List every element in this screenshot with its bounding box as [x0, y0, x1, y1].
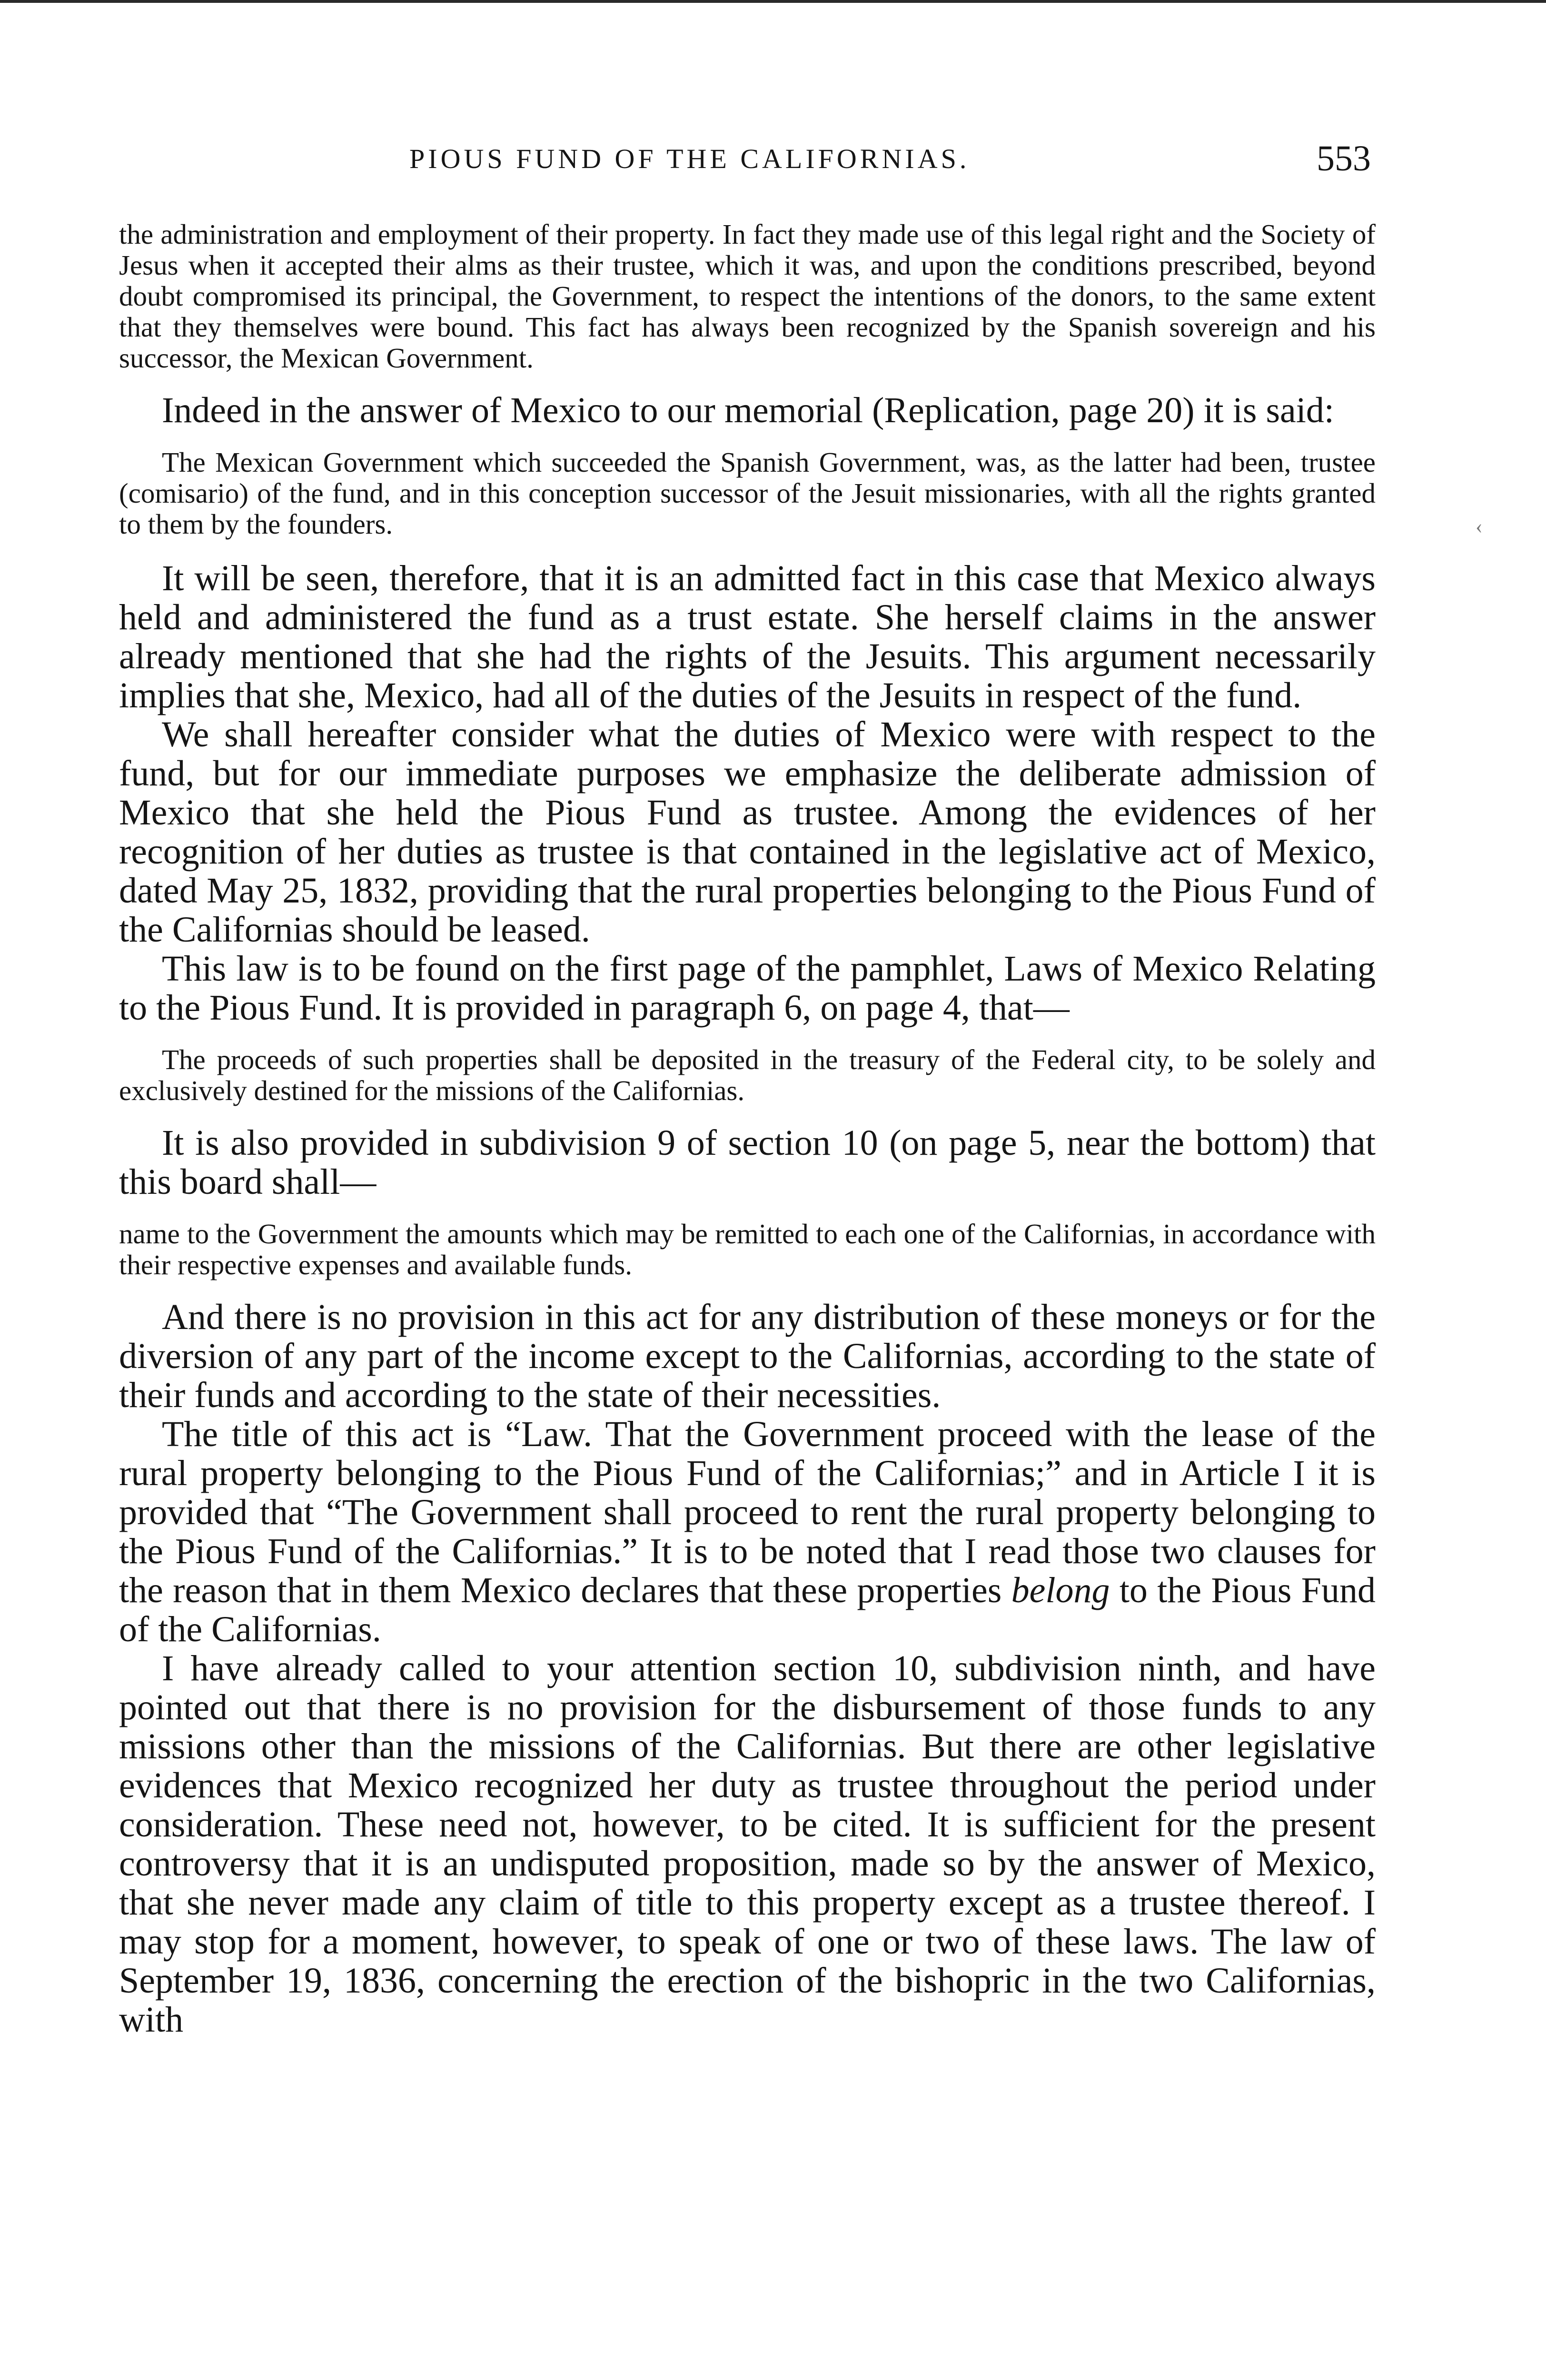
paragraph-pamphlet-laws: This law is to be found on the first page of the pamphlet, Laws of Mexico Relating to the Pious Fund. It is provided in paragraph 6, on page 4, that— [119, 949, 1376, 1028]
paragraph-section-10: I have already called to your attention section 10, subdivision ninth, and have pointed out that there is no provision for the disbursement of those funds to any missions other than the missions of the Californias. But there are other legislative evidences that Mexico recognized her duty as trustee throughout the period under consideration. These need not, however, to be cited. It is sufficient for the present controversy that it is an undisputed proposition, made so by the answer of Mexico, that she never made any claim of title to this property except as a trustee thereof. I may stop for a moment, however, to speak of one or two of these laws. The law of September 19, 1836, concerning the erection of the bishopric in the two Californias, with [119, 1648, 1376, 2040]
title-of-act-text: The title of this act is “Law. That the Government proceed with the lease of the rural property belonging to the Pious Fund of the Californias;” and in Article I it is provided that “The Government shall proceed to rent the rural property belonging to the Pious Fund of the Californias.” It is to be noted that I read those two clauses for the reason that in them Mexico declares that these properties [119, 1414, 1376, 1610]
paragraph-answer-of-mexico: Indeed in the answer of Mexico to our memorial (Replication, page 20) it is said: [162, 390, 1334, 430]
block-quote-proceeds: The proceeds of such properties shall be deposited in the treasury of the Federal city, to be solely and exclusively destined for the missions of the Californias. [119, 1044, 1376, 1106]
page-header [119, 138, 1376, 190]
margin-mark: ‹ [1476, 515, 1483, 538]
body-text [119, 219, 1376, 2039]
paragraph-no-provision: And there is no provision in this act for any distribution of these moneys or for the diversion of any part of the income except to the Californias, according to the state of their funds and according to the state of their necessities. [119, 1297, 1376, 1415]
paragraph-duties-of-mexico: We shall hereafter consider what the duties of Mexico were with respect to the fund, but for our immediate purposes we emphasize the deliberate admission of Mexico that she held the Pious Fund as trustee. Among the evidences of her recognition of her duties as trustee is that contained in the legislative act of Mexico, dated May 25, 1832, providing that the rural properties belonging to the Pious Fund of the Californias should be leased. [119, 714, 1376, 950]
running-title: PIOUS FUND OF THE CALIFORNIAS. [409, 143, 970, 174]
scan-edge [0, 0, 1546, 3]
title-of-act-end: to the Pious Fund of the Californias. [119, 1570, 1376, 1649]
block-quote-name-to-government: name to the Government the amounts which may be remitted to each one of the Californias, in accordance with their respective expenses and available funds. [119, 1218, 1376, 1280]
paragraph-subdivision-9: It is also provided in subdivision 9 of section 10 (on page 5, near the bottom) that this board shall— [119, 1123, 1376, 1202]
paragraph-title-of-act [119, 1415, 1376, 1649]
block-quote-replication: The Mexican Government which succeeded the Spanish Government, was, as the latter had been, trustee (comisario) of the fund, and in this conception successor of the Jesuit missionaries, with all the rights granted to them by the founders. [119, 446, 1376, 540]
italic-belong: belong [1011, 1570, 1110, 1610]
page-number: 553 [1317, 139, 1371, 178]
paragraph-continuation: the administration and employment of their property. In fact they made use of this legal right and the Society of Jesus when it accepted their alms as their trustee, which it was, and upon the conditions prescribed, beyond doubt compromised its principal, the Government, to respect the intentions of the donors, to the same extent that they themselves were bound. This fact has always been recognized by the Spanish sovereign and his successor, the Mexican Government. [119, 218, 1376, 374]
paragraph-admitted-fact: It will be seen, therefore, that it is an admitted fact in this case that Mexico always held and administered the fund as a trust estate. She herself claims in the answer already mentioned that she had the rights of the Jesuits. This argument necessarily implies that she, Mexico, had all of the duties of the Jesuits in respect of the fund. [119, 558, 1376, 715]
